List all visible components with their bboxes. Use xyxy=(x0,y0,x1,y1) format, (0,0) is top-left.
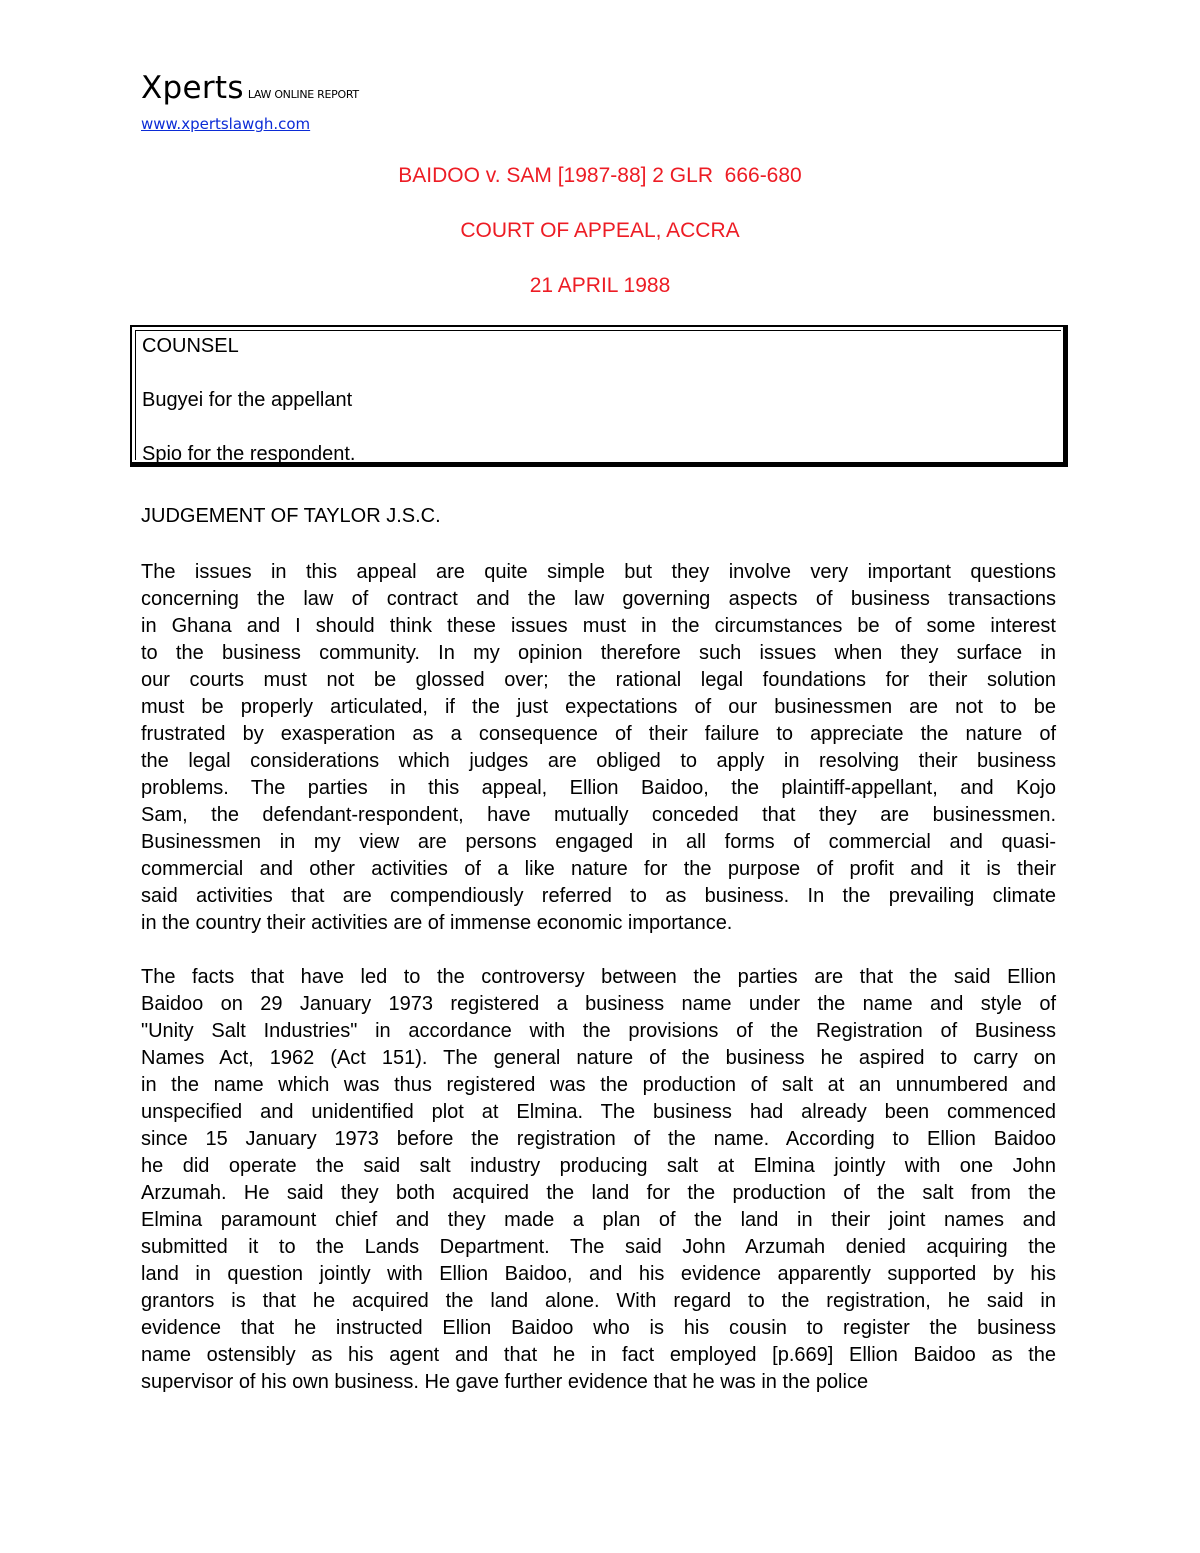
paragraph-line: land in question jointly with Ellion Baidoo, and his evidence apparently supported by his xyxy=(141,1263,1056,1285)
paragraph-line: Sam, the defendant-respondent, have mutually conceded that they are businessmen. xyxy=(141,804,1056,826)
brand-url-link[interactable]: www.xpertslawgh.com xyxy=(141,115,311,133)
paragraph-line: our courts must not be glossed over; the rational legal foundations for their solution xyxy=(141,669,1056,691)
brand-header xyxy=(141,70,359,106)
paragraph-line: unspecified and unidentified plot at Elmina. The business had already been commenced xyxy=(141,1101,1056,1123)
paragraph-line: Names Act, 1962 (Act 151). The general nature of the business he aspired to carry on xyxy=(141,1047,1056,1069)
paragraph-line: in Ghana and I should think these issues must in the circumstances be of some interest xyxy=(141,615,1056,637)
judgement-paragraph xyxy=(141,559,1056,937)
paragraph-line: supervisor of his own business. He gave further evidence that he was in the police xyxy=(141,1371,869,1393)
paragraph-line: evidence that he instructed Ellion Baidoo who is his cousin to register the business xyxy=(141,1317,1056,1339)
judgement-heading: JUDGEMENT OF TAYLOR J.S.C. xyxy=(141,505,441,527)
paragraph-line: must be properly articulated, if the just expectations of our businessmen are not to be xyxy=(141,696,1056,718)
brand-tagline: LAW ONLINE REPORT xyxy=(247,88,359,101)
paragraph-line: Arzumah. He said they both acquired the land for the production of the salt from the xyxy=(141,1182,1056,1204)
paragraph-line: Baidoo on 29 January 1973 registered a business name under the name and style of xyxy=(141,993,1056,1015)
paragraph-line: The issues in this appeal are quite simple but they involve very important questions xyxy=(141,561,1056,583)
counsel-appellant: Bugyei for the appellant xyxy=(142,389,353,411)
paragraph-line: he did operate the said salt industry producing salt at Elmina jointly with one John xyxy=(141,1155,1056,1177)
paragraph-line: in the name which was thus registered was the production of salt at an unnumbered and xyxy=(141,1074,1056,1096)
paragraph-line: grantors is that he acquired the land alone. With regard to the registration, he said in xyxy=(141,1290,1056,1312)
counsel-box xyxy=(130,325,1068,467)
paragraph-line: The facts that have led to the controversy between the parties are that the said Ellion xyxy=(141,966,1056,988)
paragraph-line: problems. The parties in this appeal, Ellion Baidoo, the plaintiff-appellant, and Kojo xyxy=(141,777,1056,799)
counsel-heading: COUNSEL xyxy=(142,335,239,357)
paragraph-line: said activities that are compendiously referred to as business. In the prevailing climate xyxy=(141,885,1056,907)
paragraph-line: frustrated by exasperation as a consequence of their failure to appreciate the nature of xyxy=(141,723,1056,745)
paragraph-line: since 15 January 1973 before the registration of the name. According to Ellion Baidoo xyxy=(141,1128,1056,1150)
counsel-respondent: Spio for the respondent. xyxy=(142,443,356,465)
case-citation: BAIDOO v. SAM [1987-88] 2 GLR 666-680 xyxy=(398,164,802,187)
paragraph-line: in the country their activities are of immense economic importance. xyxy=(141,912,733,934)
paragraph-line: to the business community. In my opinion therefore such issues when they surface in xyxy=(141,642,1056,664)
paragraph-line: submitted it to the Lands Department. The said John Arzumah denied acquiring the xyxy=(141,1236,1056,1258)
brand-name: Xperts xyxy=(141,70,244,106)
case-date: 21 APRIL 1988 xyxy=(529,274,671,297)
paragraph-line: Elmina paramount chief and they made a plan of the land in their joint names and xyxy=(141,1209,1056,1231)
paragraph-line: commercial and other activities of a like nature for the purpose of profit and it is their xyxy=(141,858,1056,880)
judgement-paragraph xyxy=(141,964,1056,1396)
paragraph-line: "Unity Salt Industries" in accordance with the provisions of the Registration of Business xyxy=(141,1020,1056,1042)
paragraph-line: Businessmen in my view are persons engaged in all forms of commercial and quasi- xyxy=(141,831,1056,853)
case-court: COURT OF APPEAL, ACCRA xyxy=(460,219,740,242)
paragraph-line: name ostensibly as his agent and that he in fact employed [p.669] Ellion Baidoo as the xyxy=(141,1344,1056,1366)
paragraph-line: the legal considerations which judges are obliged to apply in resolving their business xyxy=(141,750,1056,772)
paragraph-line: concerning the law of contract and the law governing aspects of business transactions xyxy=(141,588,1056,610)
